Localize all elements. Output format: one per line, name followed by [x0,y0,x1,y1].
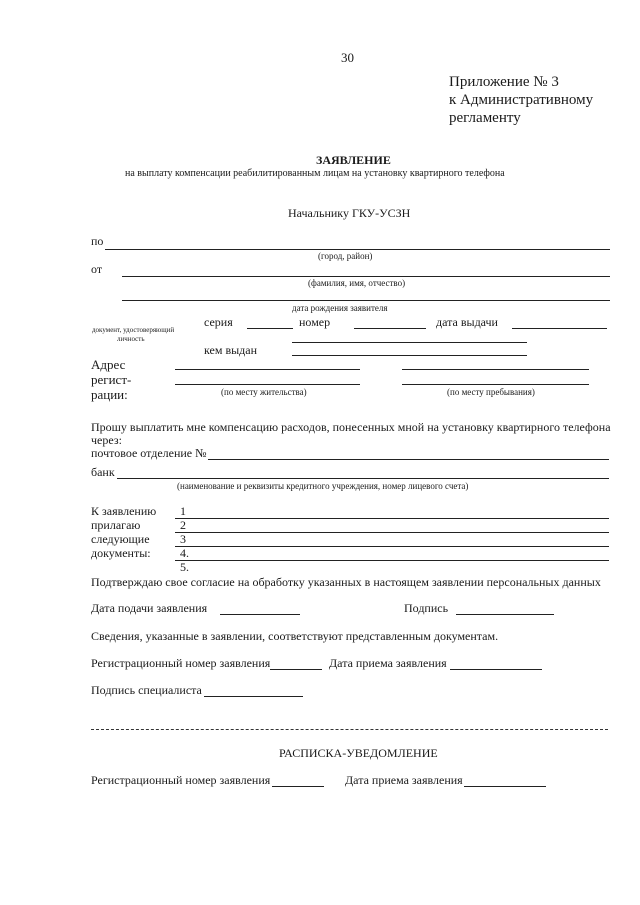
attachment-line[interactable] [175,532,609,533]
post-office-label: почтовое отделение № [91,446,207,460]
series-line[interactable] [247,328,293,329]
address-label-2: регист- [91,372,132,387]
address-label-3: рации: [91,387,128,402]
specialist-signature-label: Подпись специалиста [91,683,202,697]
receipt-title: РАСПИСКА-УВЕДОМЛЕНИЕ [279,746,438,760]
receipt-accept-date-line[interactable] [464,786,546,787]
cut-line [91,729,608,730]
attachments-label-3: следующие [91,532,150,546]
appendix-line-1: Приложение № 3 [449,74,559,90]
attachment-number: 5. [180,560,189,574]
attachment-number: 3 [180,532,186,546]
doc-hint-1: документ, удостоверяющий [92,326,175,334]
ot-label: от [91,262,103,276]
bank-label: банк [91,465,115,479]
receipt-accept-date-label: Дата приема заявления [345,773,463,787]
issue-date-line[interactable] [512,328,607,329]
residence-line-1[interactable] [175,369,360,370]
attachment-number: 1 [180,504,186,518]
residence-line-2[interactable] [175,384,360,385]
accept-date-label: Дата приема заявления [329,656,447,670]
receipt-reg-number-label: Регистрационный номер заявления [91,773,271,787]
addressee: Начальнику ГКУ-УСЗН [288,206,411,220]
attachments-label-1: К заявлению [91,504,157,518]
fio-hint: (фамилия, имя, отчество) [308,278,406,288]
attachments-label-4: документы: [91,546,151,560]
birth-hint: дата рождения заявителя [292,303,388,313]
specialist-signature-line[interactable] [204,696,303,697]
bank-line[interactable] [117,478,609,479]
appendix-line-3: регламенту [449,110,521,126]
post-office-line[interactable] [208,459,609,460]
attachments-label-2: прилагаю [91,518,141,532]
request-text-1: Прошу выплатить мне компенсацию расходов, понесенных мной на установку квартирного телефона [91,420,611,434]
bank-hint: (наименование и реквизиты кредитного учреждения, номер лицевого счета) [177,481,469,491]
residence-hint: (по месту жительства) [221,387,307,397]
submission-date-line[interactable] [220,614,300,615]
attachment-number: 2 [180,518,186,532]
stay-hint: (по месту пребывания) [447,387,535,397]
signature-line[interactable] [456,614,554,615]
accept-date-line[interactable] [450,669,542,670]
birth-date-line[interactable] [122,300,610,301]
reg-number-line[interactable] [270,669,322,670]
stay-line-1[interactable] [402,369,589,370]
city-line[interactable] [105,249,610,250]
page-number: 30 [341,50,354,65]
attachment-number: 4. [180,546,189,560]
issue-date-label: дата выдачи [436,315,498,329]
appendix-line-2: к Административному [449,92,594,108]
receipt-reg-number-line[interactable] [272,786,324,787]
number-label: номер [299,315,331,329]
doc-hint-2: личность [117,335,145,343]
attachment-line[interactable] [175,560,609,561]
issued-by-line[interactable] [292,355,527,356]
signature-label: Подпись [404,601,449,615]
stay-line-2[interactable] [402,384,589,385]
submission-date-label: Дата подачи заявления [91,601,208,615]
number-line[interactable] [354,328,426,329]
address-label-1: Адрес [91,357,126,372]
issued-by-label: кем выдан [204,343,258,357]
city-hint: (город, район) [318,251,373,261]
consent-text: Подтверждаю свое согласие на обработку указанных в настоящем заявлении персональных данных [91,575,601,589]
fio-line[interactable] [122,276,610,277]
reg-number-label: Регистрационный номер заявления [91,656,271,670]
attachment-line[interactable] [175,546,609,547]
confirm-text: Сведения, указанные в заявлении, соответствуют представленным документам. [91,629,499,643]
doc-extra-line[interactable] [292,342,527,343]
series-label: серия [204,315,233,329]
attachment-line[interactable] [175,518,609,519]
po-label: по [91,234,104,248]
request-text-2: через: [91,433,122,447]
form-subtitle: на выплату компенсации реабилитированным лицам на установку квартирного телефона [125,168,505,179]
form-title: ЗАЯВЛЕНИЕ [316,153,391,167]
